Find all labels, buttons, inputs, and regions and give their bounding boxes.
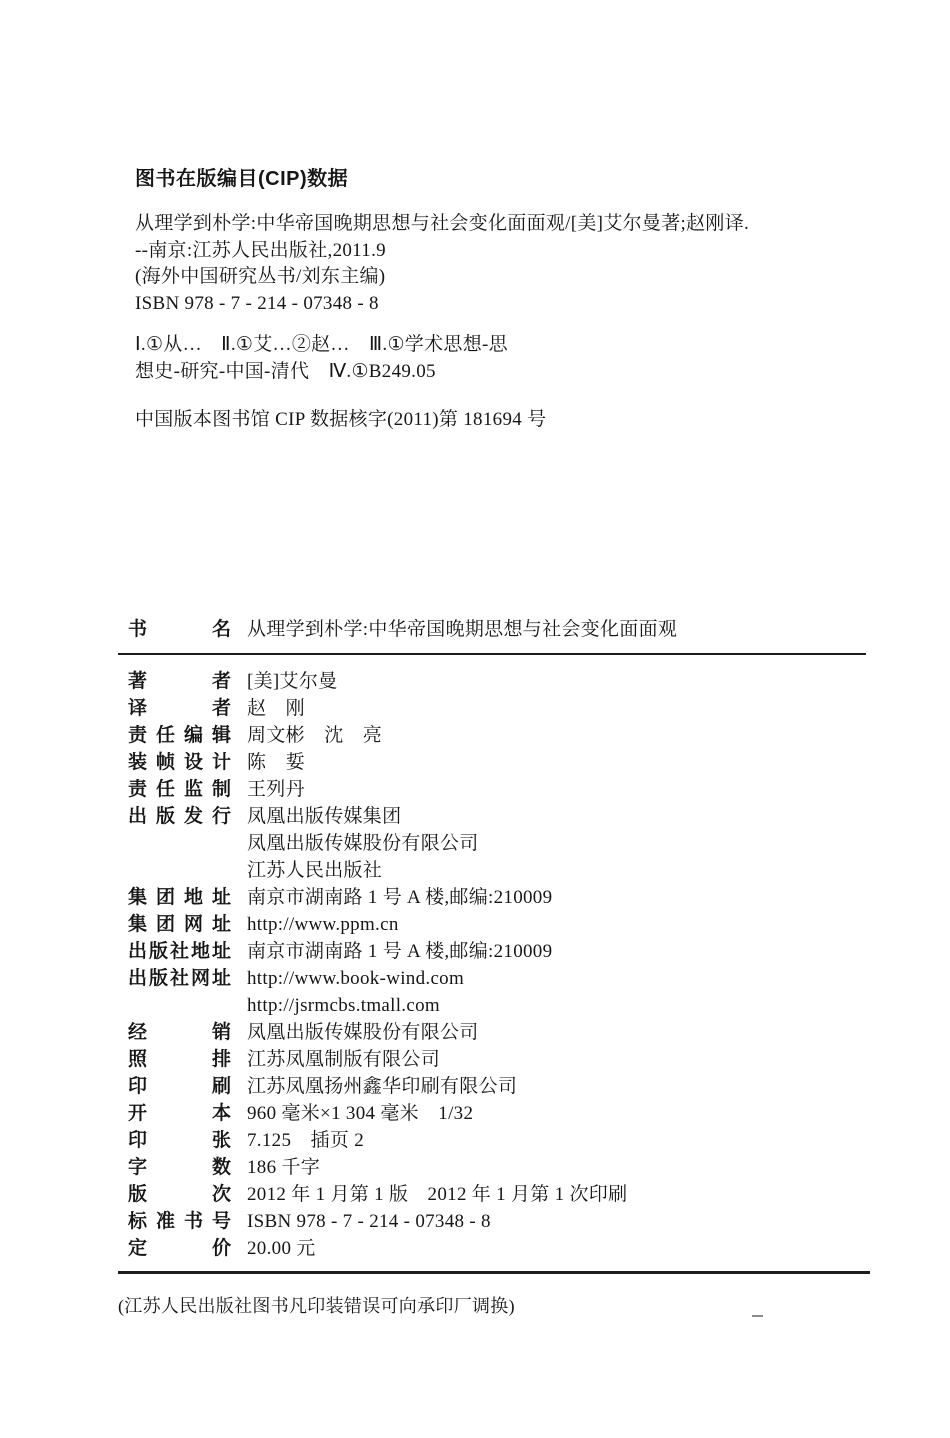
bottom-divider bbox=[118, 1271, 870, 1274]
cip-line: Ⅰ.①从… Ⅱ.①艾…②赵… Ⅲ.①学术思想-思 bbox=[135, 334, 508, 355]
colophon-row bbox=[128, 857, 865, 884]
row-label: 出 版 发 行 bbox=[128, 806, 231, 827]
row-label: 印 刷 bbox=[128, 1076, 231, 1097]
cip-record bbox=[135, 211, 861, 317]
cip-line: 想史-研究-中国-清代 Ⅳ.①B249.05 bbox=[135, 360, 436, 382]
colophon-row bbox=[128, 1100, 865, 1127]
row-label: 集 团 网 址 bbox=[128, 914, 231, 935]
colophon-row bbox=[128, 1181, 865, 1208]
row-value: http://jsrmcbs.tmall.com bbox=[247, 995, 440, 1016]
row-value: http://www.ppm.cn bbox=[247, 914, 399, 935]
row-label: 标 准 书 号 bbox=[128, 1211, 231, 1232]
colophon-row bbox=[128, 722, 865, 749]
colophon-row bbox=[128, 911, 865, 938]
row-value: 凤凰出版传媒股份有限公司 bbox=[247, 833, 479, 854]
footer-note: (江苏人民出版社图书凡印装错误可向承印厂调换) bbox=[118, 1296, 515, 1316]
colophon-row bbox=[128, 776, 865, 803]
colophon-row bbox=[128, 668, 865, 695]
row-value: 960 毫米×1 304 毫米 1/32 bbox=[247, 1103, 474, 1124]
colophon-row bbox=[128, 1127, 865, 1154]
title-row-value: 从理学到朴学:中华帝国晚期思想与社会变化面面观 bbox=[247, 619, 678, 640]
title-row bbox=[128, 616, 865, 643]
cip-line: (海外中国研究丛书/刘东主编) bbox=[135, 266, 386, 287]
row-label: 责 任 监 制 bbox=[128, 779, 231, 800]
colophon-row bbox=[128, 1046, 865, 1073]
row-label: 开 本 bbox=[128, 1103, 231, 1124]
colophon-row bbox=[128, 830, 865, 857]
colophon-rows bbox=[128, 668, 865, 1262]
colophon-row bbox=[128, 965, 865, 992]
row-label: 责 任 编 辑 bbox=[128, 725, 231, 746]
row-label: 照 排 bbox=[128, 1049, 231, 1070]
row-label: 经 销 bbox=[128, 1022, 231, 1043]
row-label: 字 数 bbox=[128, 1157, 231, 1178]
row-value: 江苏凤凰制版有限公司 bbox=[247, 1049, 441, 1070]
colophon-row bbox=[128, 1154, 865, 1181]
row-value: 20.00 元 bbox=[247, 1238, 316, 1259]
row-value: 江苏凤凰扬州鑫华印刷有限公司 bbox=[247, 1076, 518, 1097]
colophon-row bbox=[128, 884, 865, 911]
scan-artifact-dash bbox=[752, 1315, 763, 1317]
colophon-row bbox=[128, 992, 865, 1019]
row-value: 江苏人民出版社 bbox=[247, 860, 383, 881]
row-value: 王列丹 bbox=[247, 779, 305, 800]
cip-block bbox=[135, 167, 861, 431]
row-value: 赵 刚 bbox=[247, 698, 305, 719]
row-value: 南京市湖南路 1 号 A 楼,邮编:210009 bbox=[247, 887, 553, 908]
row-label: 版 次 bbox=[128, 1184, 231, 1205]
title-row-label: 书 名 bbox=[128, 619, 231, 640]
cip-line: --南京:江苏人民出版社,2011.9 bbox=[135, 239, 386, 261]
row-label: 出 版 社 网 址 bbox=[128, 968, 231, 989]
row-value: 陈 娎 bbox=[247, 752, 305, 773]
colophon-row bbox=[128, 749, 865, 776]
top-divider bbox=[118, 653, 866, 655]
cip-classification bbox=[135, 332, 861, 385]
colophon-row bbox=[128, 1235, 865, 1262]
row-value: 凤凰出版传媒集团 bbox=[247, 806, 402, 827]
row-label: 出 版 社 地 址 bbox=[128, 941, 231, 962]
cip-registry-line: 中国版本图书馆 CIP 数据核字(2011)第 181694 号 bbox=[135, 409, 547, 430]
row-value: 186 千字 bbox=[247, 1157, 321, 1178]
colophon-row bbox=[128, 1073, 865, 1100]
row-label: 定 价 bbox=[128, 1238, 231, 1259]
colophon-table bbox=[128, 616, 865, 1274]
colophon-row bbox=[128, 1208, 865, 1235]
row-label: 著 者 bbox=[128, 671, 231, 692]
row-label: 译 者 bbox=[128, 698, 231, 719]
row-value: 周文彬 沈 亮 bbox=[247, 725, 383, 746]
row-value: ISBN 978 - 7 - 214 - 07348 - 8 bbox=[247, 1211, 491, 1232]
row-value: http://www.book-wind.com bbox=[247, 968, 465, 989]
colophon-row bbox=[128, 1019, 865, 1046]
colophon-row bbox=[128, 695, 865, 722]
cip-heading: 图书在版编目(CIP)数据 bbox=[135, 168, 349, 190]
colophon-row bbox=[128, 803, 865, 830]
row-value: 凤凰出版传媒股份有限公司 bbox=[247, 1022, 479, 1043]
colophon-row bbox=[128, 938, 865, 965]
row-value: 7.125 插页 2 bbox=[247, 1130, 365, 1151]
row-label: 集 团 地 址 bbox=[128, 887, 231, 908]
row-label: 装 帧 设 计 bbox=[128, 752, 231, 773]
cip-line: ISBN 978 - 7 - 214 - 07348 - 8 bbox=[135, 292, 379, 314]
row-value: [美]艾尔曼 bbox=[247, 671, 338, 692]
row-value: 南京市湖南路 1 号 A 楼,邮编:210009 bbox=[247, 941, 553, 962]
row-value: 2012 年 1 月第 1 版 2012 年 1 月第 1 次印刷 bbox=[247, 1184, 628, 1205]
cip-line: 从理学到朴学:中华帝国晚期思想与社会变化面面观/[美]艾尔曼著;赵刚译. bbox=[135, 213, 750, 234]
row-label: 印 张 bbox=[128, 1130, 231, 1151]
